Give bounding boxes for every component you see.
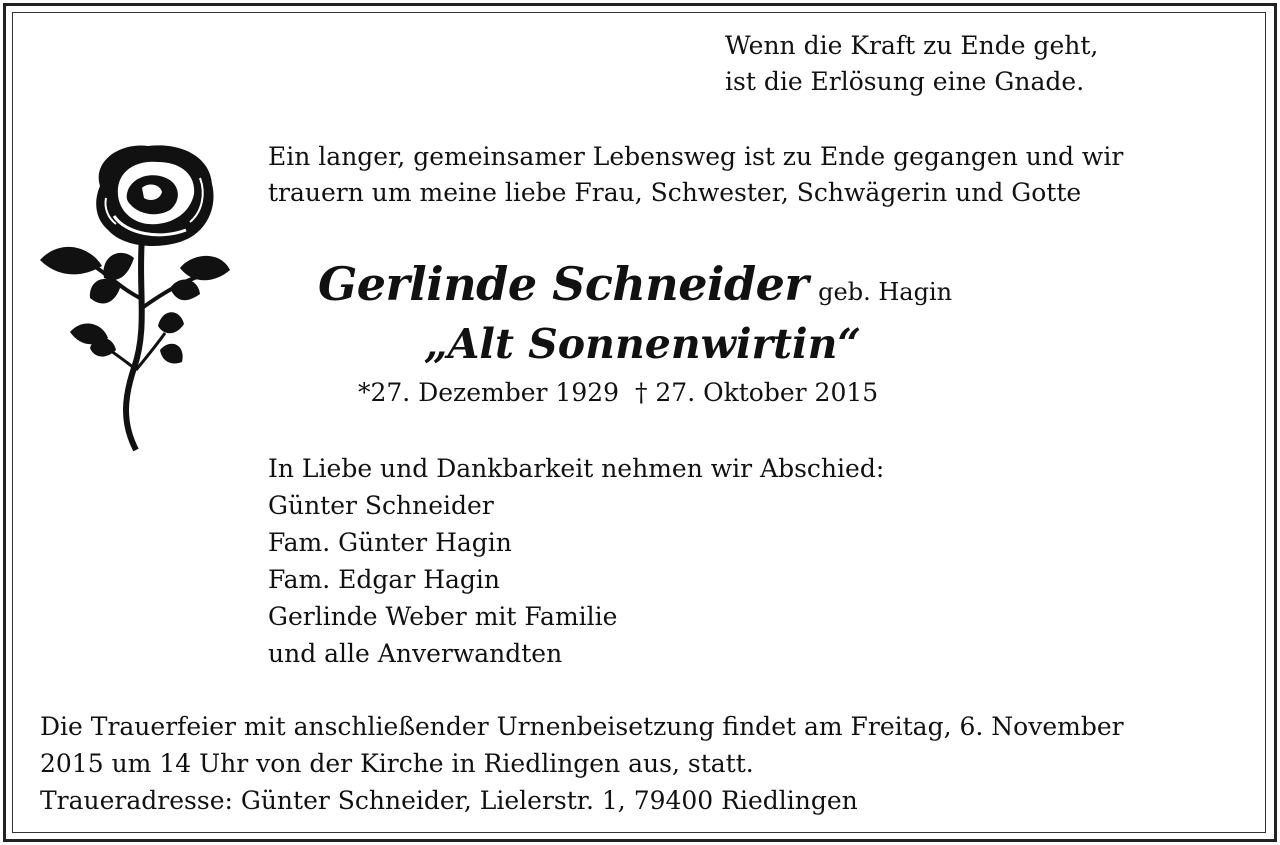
intro-text <box>268 139 1123 211</box>
funeral-address: Traueradresse: Günter Schneider, Lielerstr. 1, 79400 Riedlingen <box>40 786 858 815</box>
mourner-name: Fam. Günter Hagin <box>268 528 512 557</box>
deceased-nickname: „Alt Sonnenwirtin“ <box>424 320 862 368</box>
intro-line: trauern um meine liebe Frau, Schwester, Schwägerin und Gotte <box>268 178 1082 207</box>
life-dates <box>358 375 878 411</box>
funeral-info <box>40 708 1124 819</box>
funeral-info-line: Die Trauerfeier mit anschließender Urnenbeisetzung findet am Freitag, 6. November <box>40 712 1124 741</box>
birth-name: geb. Hagin <box>818 278 953 306</box>
funeral-info-line: 2015 um 14 Uhr von der Kirche in Riedlingen aus, statt. <box>40 749 754 778</box>
quote-line: ist die Erlösung eine Gnade. <box>725 67 1085 96</box>
mourner-name: Günter Schneider <box>268 491 494 520</box>
deceased-name: Gerlinde Schneider <box>318 257 809 311</box>
rose-icon <box>30 138 240 456</box>
deceased-name-line <box>318 254 952 322</box>
intro-line: Ein langer, gemeinsamer Lebensweg ist zu Ende gegangen und wir <box>268 142 1124 171</box>
death-date: † 27. Oktober 2015 <box>634 378 879 407</box>
quote <box>725 28 1098 100</box>
birth-date: *27. Dezember 1929 <box>358 378 620 407</box>
mourner-name: Gerlinde Weber mit Familie <box>268 602 618 631</box>
mourner-name: Fam. Edgar Hagin <box>268 565 501 594</box>
mourner-name: und alle Anverwandten <box>268 639 563 668</box>
mourners-heading: In Liebe und Dankbarkeit nehmen wir Abschied: <box>268 454 885 483</box>
quote-line: Wenn die Kraft zu Ende geht, <box>725 31 1099 60</box>
mourners-block <box>268 450 884 672</box>
